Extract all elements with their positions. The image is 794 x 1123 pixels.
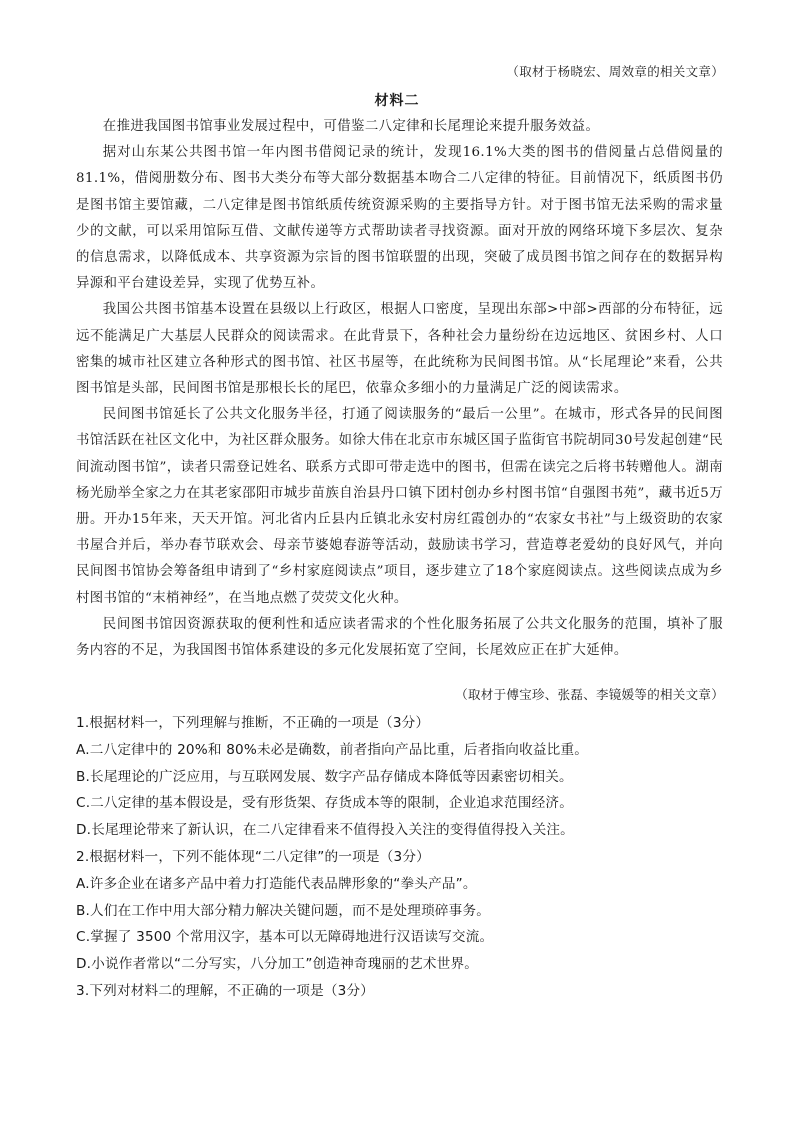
question-2-option-b: B.人们在工作中用大部分精力解决关键问题，而不是处理琐碎事务。 [76, 902, 491, 919]
material2-body [76, 114, 723, 664]
question-list [76, 710, 736, 1005]
question-2-option-a: A.许多企业在诸多产品中着力打造能代表品牌形象的“拳头产品”。 [76, 875, 477, 892]
material2-paragraph-2: 据对山东某公共图书馆一年内图书借阅记录的统计，发现16.1%大类的图书的借阅量占总借阅量的81.1%，借阅册数分布、图书大类分布等大部分数据基本吻合二八定律的特征。目前情况下，纸质图书仍是图书馆主要馆藏，二八定律是图书馆纸质传统资源采购的主要指导方针。对于图书馆无法采购的需求量少的文献，可以采用馆际互借、文献传递等方式帮助读者寻找资源。面对开放的网络环境下多层次、复杂的信息需求，以降低成本、共享资源为宗旨的图书馆联盟的出现，突破了成员图书馆之间存在的数据异构异源和平台建设差异，实现了优势互补。 [76, 145, 723, 292]
question-2-option-c: C.掌握了 3500 个常用汉字，基本可以无障碍地进行汉语读写交流。 [76, 929, 494, 946]
question-1-option-b: B.长尾理论的广泛应用，与互联网发展、数字产品存储成本降低等因素密切相关。 [76, 768, 573, 785]
material1-source: （取材于杨晓宏、周效章的相关文章） [506, 64, 724, 79]
material2-source: （取材于傅宝珍、张磊、李镜媛等的相关文章） [455, 687, 724, 702]
material2-title: 材料二 [374, 93, 420, 109]
question-1-option-a: A.二八定律中的 20%和 80%未必是确数，前者指向产品比重，后者指向收益比重。 [76, 741, 589, 758]
material2-paragraph-4: 民间图书馆延长了公共文化服务半径，打通了阅读服务的“最后一公里”。在城市，形式各异的民间图书馆活跃在社区文化中，为社区群众服务。如徐大伟在北京市东城区国子监街官书院胡同30号发起创建“民间流动图书馆”，读者只需登记姓名、联系方式即可带走选中的图书，但需在读完之后将书转赠他人。湖南杨光励举全家之力在其老家邵阳市城步苗族自治县丹口镇下团村创办乡村图书馆“自强图书苑”，藏书近5万册。开办15年来，天天开馆。河北省内丘县内丘镇北永安村房红霞创办的“农家女书社”与上级资助的农家书屋合并后，举办春节联欢会、母亲节婆媳春游等活动，鼓励读书学习，营造尊老爱幼的良好风气，并向民间图书馆协会筹备组申请到了“乡村家庭阅读点”项目，逐步建立了18个家庭阅读点。这些阅读点成为乡村图书馆的“末梢神经”，在当地点燃了荧荧文化火种。 [76, 407, 723, 606]
question-1-stem: 1.根据材料一，下列理解与推断，不正确的一项是（3分） [76, 715, 430, 731]
material2-paragraph-3: 我国公共图书馆基本设置在县级以上行政区，根据人口密度，呈现出东部>中部>西部的分布特征，远远不能满足广大基层人民群众的阅读需求。在此背景下，各种社会力量纷纷在边远地区、贫困乡村、人口密集的城市社区建立各种形式的图书馆、社区书屋等，在此统称为民间图书馆。从“长尾理论”来看，公共图书馆是头部，民间图书馆是那根长长的尾巴，依靠众多细小的力量满足广泛的阅读需求。 [76, 302, 723, 397]
question-2-stem: 2.根据材料一，下列不能体现“二八定律”的一项是（3分） [76, 848, 430, 865]
material2-paragraph-1: 在推进我国图书馆事业发展过程中，可借鉴二八定律和长尾理论来提升服务效益。 [102, 119, 600, 134]
material2-paragraph-5: 民间图书馆因资源获取的便利性和适应读者需求的个性化服务拓展了公共文化服务的范围，填补了服务内容的不足，为我国图书馆体系建设的多元化发展拓宽了空间，长尾效应正在扩大延伸。 [76, 616, 723, 659]
question-2-option-d: D.小说作者常以“二分写实，八分加工”创造神奇瑰丽的艺术世界。 [76, 956, 479, 973]
question-1-option-d: D.长尾理论带来了新认识，在二八定律看来不值得投入关注的变得值得投入关注。 [76, 822, 574, 839]
question-1-option-c: C.二八定律的基本假设是，受有形货架、存货成本等的限制，企业追求范围经济。 [76, 795, 573, 812]
question-3-stem: 3.下列对材料二的理解，不正确的一项是（3分） [76, 982, 375, 999]
